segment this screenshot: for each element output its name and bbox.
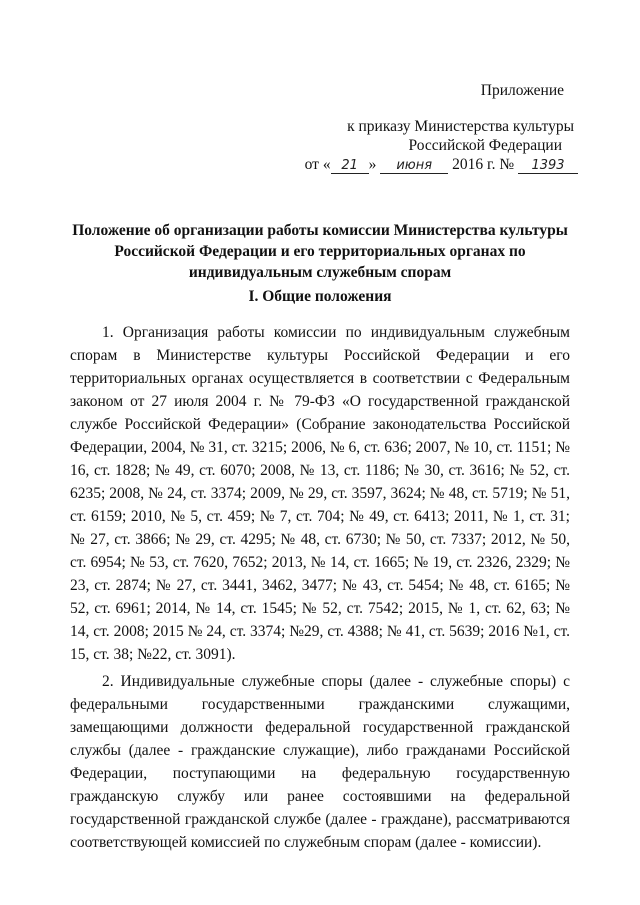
date-close-quote: »: [368, 156, 377, 173]
appendix-order-line: к приказу Министерства культуры: [347, 118, 574, 135]
handwritten-day: 21: [331, 158, 369, 174]
number-sign: №: [499, 156, 515, 173]
year-text: 2016 г.: [452, 156, 496, 173]
handwritten-order-number: 1393: [518, 158, 578, 174]
section-heading: I. Общие положения: [248, 288, 392, 305]
appendix-label: Приложение: [480, 82, 564, 99]
appendix-date-line: [305, 154, 578, 175]
paragraph-1: 1. Организация работы комиссии по индивидуальным служебным спорам в Министерстве культуры Российской Федерации и его территориальных органах осуществляется в соответствии с Федеральным законом от 27 июля 2004 г. № 79-ФЗ «О государственной гражданской службе Российской Федерации» (Собрание законодательства Российской Федерации, 2004, № 31, ст. 3215; 2006, № 6, ст. 636; 2007, № 10, ст. 1151; № 16, ст. 1828; № 49, ст. 6070; 2008, № 13, ст. 1186; № 30, ст. 3616; № 52, ст. 6235; 2008, № 24, ст. 3374; 2009, № 29, ст. 3597, 3624; № 48, ст. 5719; № 51, ст. 6159; 2010, № 5, ст. 459; № 7, ст. 704; № 49, ст. 6413; 2011, № 1, ст. 31; № 27, ст. 3866; № 29, ст. 4295; № 48, ст. 6730; № 50, ст. 7337; 2012, № 50, ст. 6954; № 53, ст. 7620, 7652; 2013, № 14, ст. 1665; № 19, ст. 2326, 2329; № 23, ст. 2874; № 27, ст. 3441, 3462, 3477; № 43, ст. 5454; № 48, ст. 6165; № 52, ст. 6961; 2014, № 14, ст. 1545; № 52, ст. 7542; 2015, № 1, ст. 62, 63; № 14, ст. 2008; 2015 № 24, ст. 3374; №29, ст. 4388; № 41, ст. 5639; 2016 №1, ст. 15, ст. 38; №22, ст. 3091).: [70, 324, 570, 663]
date-prefix: от «: [304, 156, 331, 173]
appendix-federation-line: Российской Федерации: [408, 137, 562, 154]
document-body: [70, 321, 570, 858]
document-title: Положение об организации работы комиссии Министерства культуры Российской Федерации и его территориальных органах по индивидуальным служебным спорам: [72, 222, 568, 281]
handwritten-month: июня: [380, 158, 448, 174]
paragraph-2: 2. Индивидуальные служебные споры (далее - служебные споры) с федеральными государственными гражданскими служащими, замещающими должности федеральной государственной гражданской службы (далее - гражданские служащие), либо гражданами Российской Федерации, поступающими на федеральную государственную гражданскую службу или ранее состоявшими на федеральной государственной гражданской службе (далее - граждане), рассматриваются соответствующей комиссией по служебным спорам (далее - комиссии).: [70, 673, 570, 851]
